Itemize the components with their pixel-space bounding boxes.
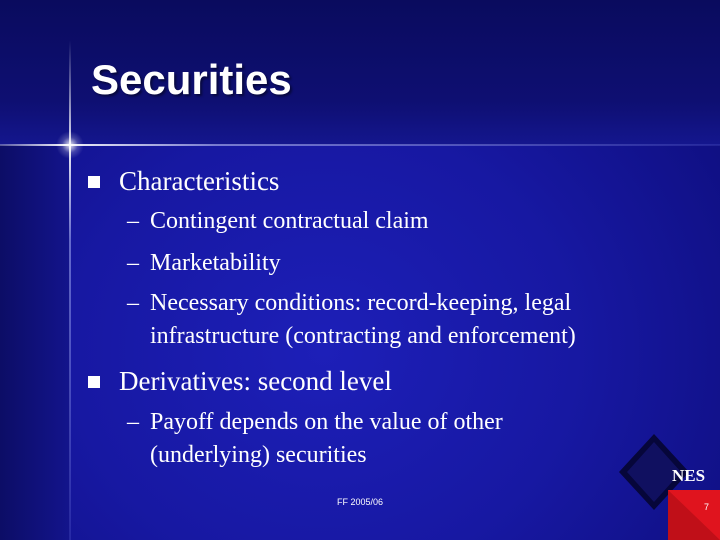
slide-title: Securities [91, 56, 292, 103]
bullet-label: Derivatives: second level [119, 366, 392, 396]
sub-item-text: Payoff depends on the value of other [150, 409, 503, 435]
square-bullet-icon [88, 376, 100, 388]
square-bullet-icon [88, 176, 100, 188]
dash-icon: – [127, 409, 139, 435]
star-vertical-ray [69, 40, 71, 540]
slide-footer: FF 2005/06 [336, 497, 384, 507]
nes-logo [616, 432, 720, 540]
sub-item-text: Contingent contractual claim [150, 208, 429, 234]
left-band [0, 145, 70, 540]
sub-item-text: (underlying) securities [150, 442, 367, 468]
bullet-label: Characteristics [119, 166, 280, 196]
dash-icon: – [127, 250, 139, 276]
dash-icon: – [127, 208, 139, 234]
star-horizontal-ray [0, 144, 720, 146]
star-glow [56, 131, 84, 159]
sub-item-text: infrastructure (contracting and enforcement) [150, 323, 576, 349]
sub-item-text: Necessary conditions: record-keeping, legal [150, 290, 572, 316]
logo-text: NES [672, 466, 706, 485]
sub-item-text: Marketability [150, 250, 281, 276]
dash-icon: – [127, 290, 139, 316]
page-number: 7 [704, 502, 710, 512]
